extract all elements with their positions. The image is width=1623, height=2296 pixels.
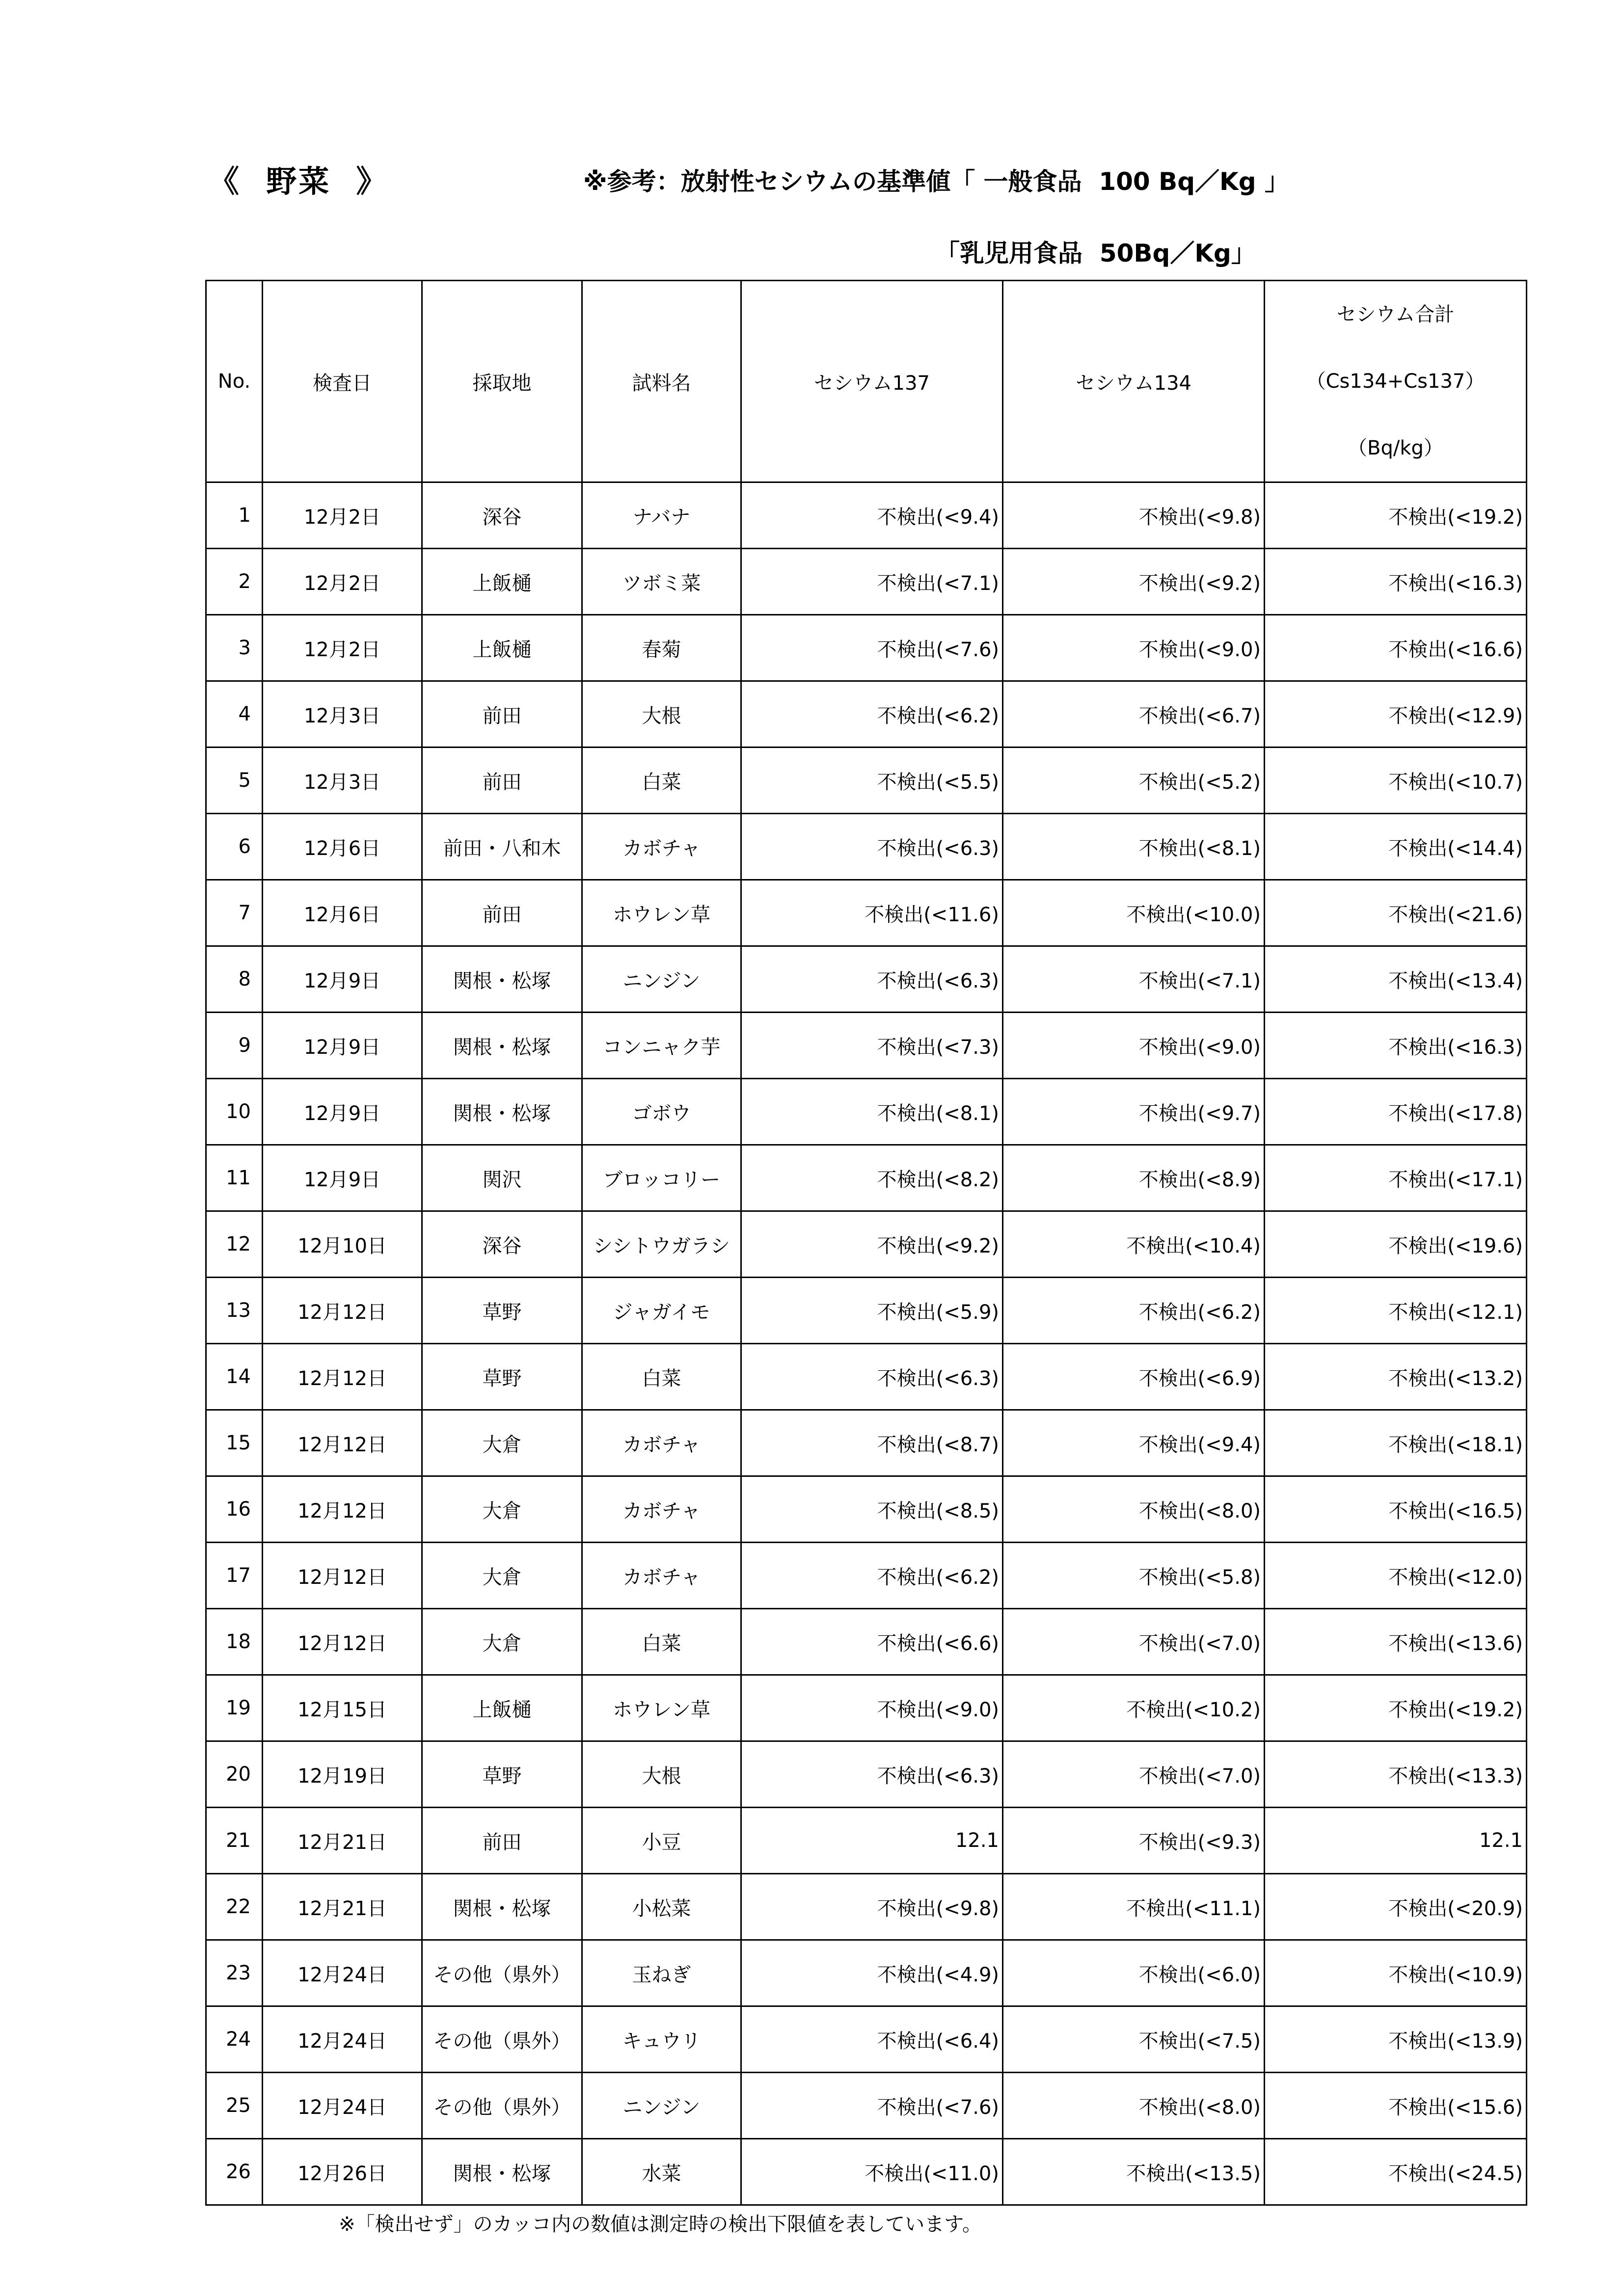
- cell-date: 12月9日: [263, 1013, 422, 1079]
- cell-sample: カボチャ: [582, 1476, 741, 1543]
- cell-cs137: 不検出(<6.3): [741, 1741, 1003, 1808]
- cell-cs137: 不検出(<8.2): [741, 1145, 1003, 1211]
- cell-no: 2: [206, 549, 263, 615]
- cell-cs134: 不検出(<10.0): [1003, 880, 1265, 946]
- footnote: ※「検出せず」のカッコ内の数値は測定時の検出下限値を表しています。: [339, 2213, 982, 2236]
- cell-cs137: 不検出(<5.9): [741, 1278, 1003, 1344]
- cell-total: 不検出(<20.9): [1265, 1874, 1527, 1940]
- cell-location: 草野: [422, 1344, 582, 1410]
- cell-cs137: 不検出(<6.3): [741, 946, 1003, 1013]
- cell-location: 草野: [422, 1741, 582, 1808]
- cell-sample: 白菜: [582, 1609, 741, 1675]
- cell-total: 不検出(<18.1): [1265, 1410, 1527, 1476]
- cell-sample: 小豆: [582, 1808, 741, 1874]
- cell-no: 9: [206, 1013, 263, 1079]
- header-total-line3: （Bq/kg）: [1348, 437, 1443, 459]
- cell-no: 7: [206, 880, 263, 946]
- cell-location: 大倉: [422, 1410, 582, 1476]
- cell-date: 12月24日: [263, 2006, 422, 2073]
- cell-no: 18: [206, 1609, 263, 1675]
- header-location: 採取地: [422, 281, 582, 482]
- cell-cs134: 不検出(<10.4): [1003, 1211, 1265, 1278]
- table-row: [206, 1079, 1527, 1145]
- cell-sample: ジャガイモ: [582, 1278, 741, 1344]
- cell-cs137: 不検出(<5.5): [741, 748, 1003, 814]
- table-row: [206, 1013, 1527, 1079]
- table-row: [206, 1211, 1527, 1278]
- cell-date: 12月12日: [263, 1543, 422, 1609]
- cell-no: 8: [206, 946, 263, 1013]
- cell-sample: 白菜: [582, 1344, 741, 1410]
- cell-date: 12月3日: [263, 681, 422, 748]
- cell-cs137: 不検出(<7.6): [741, 2073, 1003, 2139]
- cell-total: 不検出(<12.1): [1265, 1278, 1527, 1344]
- cell-no: 11: [206, 1145, 263, 1211]
- cell-date: 12月3日: [263, 748, 422, 814]
- cell-no: 1: [206, 482, 263, 549]
- page-title: 《 野菜 》: [209, 163, 389, 199]
- cell-date: 12月9日: [263, 1079, 422, 1145]
- cell-sample: 春菊: [582, 615, 741, 681]
- cell-sample: キュウリ: [582, 2006, 741, 2073]
- cell-cs134: 不検出(<7.0): [1003, 1609, 1265, 1675]
- cell-no: 26: [206, 2139, 263, 2205]
- cell-cs134: 不検出(<5.8): [1003, 1543, 1265, 1609]
- cell-date: 12月21日: [263, 1808, 422, 1874]
- cell-cs134: 不検出(<6.7): [1003, 681, 1265, 748]
- cell-location: 大倉: [422, 1543, 582, 1609]
- cell-date: 12月24日: [263, 1940, 422, 2006]
- cell-date: 12月12日: [263, 1410, 422, 1476]
- cell-no: 21: [206, 1808, 263, 1874]
- header-sample: 試料名: [582, 281, 741, 482]
- table-row: [206, 1476, 1527, 1543]
- cell-location: 前田: [422, 681, 582, 748]
- cell-date: 12月2日: [263, 615, 422, 681]
- cell-cs134: 不検出(<8.0): [1003, 1476, 1265, 1543]
- cell-location: その他（県外）: [422, 2006, 582, 2073]
- cell-location: 関根・松塚: [422, 946, 582, 1013]
- cell-cs137: 不検出(<11.0): [741, 2139, 1003, 2205]
- table-row: [206, 2006, 1527, 2073]
- cell-date: 12月15日: [263, 1675, 422, 1741]
- table-row: [206, 1609, 1527, 1675]
- cell-location: 前田: [422, 880, 582, 946]
- cell-sample: 小松菜: [582, 1874, 741, 1940]
- cell-cs134: 不検出(<6.9): [1003, 1344, 1265, 1410]
- cell-cs137: 不検出(<6.4): [741, 2006, 1003, 2073]
- cell-cs134: 不検出(<8.1): [1003, 814, 1265, 880]
- cell-total: 不検出(<12.9): [1265, 681, 1527, 748]
- cell-date: 12月12日: [263, 1278, 422, 1344]
- table-row: [206, 2073, 1527, 2139]
- cell-cs134: 不検出(<9.8): [1003, 482, 1265, 549]
- cell-location: 前田: [422, 1808, 582, 1874]
- header-cs134: セシウム134: [1003, 281, 1265, 482]
- cell-cs137: 不検出(<9.0): [741, 1675, 1003, 1741]
- cell-no: 16: [206, 1476, 263, 1543]
- cell-date: 12月21日: [263, 1874, 422, 1940]
- cell-no: 19: [206, 1675, 263, 1741]
- cell-cs137: 不検出(<8.1): [741, 1079, 1003, 1145]
- table-row: [206, 880, 1527, 946]
- cell-sample: 水菜: [582, 2139, 741, 2205]
- table-row: [206, 1808, 1527, 1874]
- cell-total: 不検出(<13.4): [1265, 946, 1527, 1013]
- cell-no: 3: [206, 615, 263, 681]
- cell-total: 不検出(<19.2): [1265, 1675, 1527, 1741]
- cell-total: 不検出(<21.6): [1265, 880, 1527, 946]
- table-body: [206, 482, 1527, 2205]
- table-row: [206, 681, 1527, 748]
- cell-location: 関根・松塚: [422, 2139, 582, 2205]
- cell-sample: カボチャ: [582, 814, 741, 880]
- cell-cs137: 不検出(<7.3): [741, 1013, 1003, 1079]
- cell-cs134: 不検出(<10.2): [1003, 1675, 1265, 1741]
- cell-location: 関根・松塚: [422, 1079, 582, 1145]
- cell-date: 12月12日: [263, 1476, 422, 1543]
- cell-date: 12月9日: [263, 1145, 422, 1211]
- cell-no: 12: [206, 1211, 263, 1278]
- cell-cs134: 不検出(<5.2): [1003, 748, 1265, 814]
- cell-cs134: 不検出(<11.1): [1003, 1874, 1265, 1940]
- cell-sample: ブロッコリー: [582, 1145, 741, 1211]
- cell-sample: 大根: [582, 681, 741, 748]
- cell-no: 24: [206, 2006, 263, 2073]
- cell-cs137: 不検出(<6.3): [741, 814, 1003, 880]
- cell-sample: 玉ねぎ: [582, 1940, 741, 2006]
- cell-no: 25: [206, 2073, 263, 2139]
- cell-cs137: 不検出(<7.1): [741, 549, 1003, 615]
- cell-total: 12.1: [1265, 1808, 1527, 1874]
- cell-cs134: 不検出(<9.3): [1003, 1808, 1265, 1874]
- reference-standard-infant: 「乳児用食品 50Bq／Kg」: [935, 239, 1256, 267]
- cell-sample: ニンジン: [582, 2073, 741, 2139]
- cell-location: 大倉: [422, 1609, 582, 1675]
- cell-total: 不検出(<13.9): [1265, 2006, 1527, 2073]
- cell-sample: 白菜: [582, 748, 741, 814]
- header-no: No.: [206, 281, 263, 482]
- cell-location: 上飯樋: [422, 549, 582, 615]
- cell-location: 大倉: [422, 1476, 582, 1543]
- cell-sample: ゴボウ: [582, 1079, 741, 1145]
- header-cs137: セシウム137: [741, 281, 1003, 482]
- cell-cs137: 不検出(<6.2): [741, 1543, 1003, 1609]
- cell-total: 不検出(<16.5): [1265, 1476, 1527, 1543]
- cell-sample: ナバナ: [582, 482, 741, 549]
- cell-cs137: 不検出(<9.2): [741, 1211, 1003, 1278]
- cell-sample: 大根: [582, 1741, 741, 1808]
- cell-no: 10: [206, 1079, 263, 1145]
- cell-date: 12月19日: [263, 1741, 422, 1808]
- header-total-line2: （Cs134+Cs137）: [1306, 370, 1485, 393]
- cell-cs137: 不検出(<6.6): [741, 1609, 1003, 1675]
- cell-no: 4: [206, 681, 263, 748]
- cell-total: 不検出(<16.3): [1265, 549, 1527, 615]
- cell-cs137: 不検出(<9.4): [741, 482, 1003, 549]
- cell-cs134: 不検出(<7.1): [1003, 946, 1265, 1013]
- cell-no: 22: [206, 1874, 263, 1940]
- table-row: [206, 748, 1527, 814]
- cell-sample: ツボミ菜: [582, 549, 741, 615]
- table-row: [206, 1543, 1527, 1609]
- table-row: [206, 1741, 1527, 1808]
- cell-total: 不検出(<14.4): [1265, 814, 1527, 880]
- table-row: [206, 2139, 1527, 2205]
- cell-sample: シシトウガラシ: [582, 1211, 741, 1278]
- cell-date: 12月12日: [263, 1609, 422, 1675]
- cell-total: 不検出(<12.0): [1265, 1543, 1527, 1609]
- cell-total: 不検出(<10.9): [1265, 1940, 1527, 2006]
- cell-total: 不検出(<16.6): [1265, 615, 1527, 681]
- cell-date: 12月6日: [263, 814, 422, 880]
- cell-cs134: 不検出(<7.5): [1003, 2006, 1265, 2073]
- table-row: [206, 615, 1527, 681]
- cell-cs137: 不検出(<6.3): [741, 1344, 1003, 1410]
- table-row: [206, 1145, 1527, 1211]
- cell-location: 関根・松塚: [422, 1013, 582, 1079]
- cell-cs134: 不検出(<9.7): [1003, 1079, 1265, 1145]
- table-row: [206, 1874, 1527, 1940]
- cell-cs137: 不検出(<6.2): [741, 681, 1003, 748]
- cell-cs134: 不検出(<9.0): [1003, 615, 1265, 681]
- cell-cs134: 不検出(<9.0): [1003, 1013, 1265, 1079]
- cell-location: 前田・八和木: [422, 814, 582, 880]
- cell-date: 12月26日: [263, 2139, 422, 2205]
- cell-total: 不検出(<16.3): [1265, 1013, 1527, 1079]
- cell-cs134: 不検出(<9.4): [1003, 1410, 1265, 1476]
- reference-standard-general: ※参考：放射性セシウムの基準値「 一般食品 100 Bq／Kg 」: [583, 167, 1289, 196]
- cell-sample: カボチャ: [582, 1410, 741, 1476]
- cell-date: 12月2日: [263, 482, 422, 549]
- cell-cs134: 不検出(<13.5): [1003, 2139, 1265, 2205]
- cell-no: 13: [206, 1278, 263, 1344]
- cell-no: 6: [206, 814, 263, 880]
- cell-total: 不検出(<13.3): [1265, 1741, 1527, 1808]
- cell-cs134: 不検出(<7.0): [1003, 1741, 1265, 1808]
- cell-total: 不検出(<15.6): [1265, 2073, 1527, 2139]
- cell-no: 14: [206, 1344, 263, 1410]
- cell-location: その他（県外）: [422, 2073, 582, 2139]
- table-row: [206, 1675, 1527, 1741]
- table-row: [206, 482, 1527, 549]
- table-row: [206, 549, 1527, 615]
- cell-location: 関根・松塚: [422, 1874, 582, 1940]
- cell-sample: ホウレン草: [582, 880, 741, 946]
- header-total-line1: セシウム合計: [1336, 303, 1455, 326]
- cell-cs134: 不検出(<6.0): [1003, 1940, 1265, 2006]
- cell-date: 12月24日: [263, 2073, 422, 2139]
- results-table: [205, 280, 1527, 2206]
- cell-total: 不検出(<13.2): [1265, 1344, 1527, 1410]
- cell-cs137: 不検出(<8.5): [741, 1476, 1003, 1543]
- cell-no: 20: [206, 1741, 263, 1808]
- cell-date: 12月6日: [263, 880, 422, 946]
- cell-sample: ホウレン草: [582, 1675, 741, 1741]
- cell-no: 17: [206, 1543, 263, 1609]
- cell-cs134: 不検出(<8.9): [1003, 1145, 1265, 1211]
- cell-date: 12月12日: [263, 1344, 422, 1410]
- cell-total: 不検出(<17.8): [1265, 1079, 1527, 1145]
- cell-location: 上飯樋: [422, 1675, 582, 1741]
- header-total: [1265, 281, 1527, 482]
- table-row: [206, 1344, 1527, 1410]
- cell-cs137: 不検出(<4.9): [741, 1940, 1003, 2006]
- cell-no: 15: [206, 1410, 263, 1476]
- cell-location: 前田: [422, 748, 582, 814]
- cell-location: 深谷: [422, 1211, 582, 1278]
- table-row: [206, 1940, 1527, 2006]
- cell-cs137: 12.1: [741, 1808, 1003, 1874]
- cell-total: 不検出(<19.6): [1265, 1211, 1527, 1278]
- table-row: [206, 814, 1527, 880]
- cell-cs134: 不検出(<8.0): [1003, 2073, 1265, 2139]
- cell-date: 12月10日: [263, 1211, 422, 1278]
- cell-cs134: 不検出(<6.2): [1003, 1278, 1265, 1344]
- cell-total: 不検出(<13.6): [1265, 1609, 1527, 1675]
- cell-cs137: 不検出(<7.6): [741, 615, 1003, 681]
- table-row: [206, 1278, 1527, 1344]
- cell-total: 不検出(<17.1): [1265, 1145, 1527, 1211]
- cell-location: 深谷: [422, 482, 582, 549]
- cell-total: 不検出(<24.5): [1265, 2139, 1527, 2205]
- cell-location: 関沢: [422, 1145, 582, 1211]
- cell-cs137: 不検出(<8.7): [741, 1410, 1003, 1476]
- cell-no: 23: [206, 1940, 263, 2006]
- cell-total: 不検出(<10.7): [1265, 748, 1527, 814]
- table-row: [206, 946, 1527, 1013]
- cell-cs137: 不検出(<11.6): [741, 880, 1003, 946]
- table-header-row: [206, 281, 1527, 482]
- cell-location: その他（県外）: [422, 1940, 582, 2006]
- cell-cs134: 不検出(<9.2): [1003, 549, 1265, 615]
- table-row: [206, 1410, 1527, 1476]
- cell-date: 12月2日: [263, 549, 422, 615]
- header-date: 検査日: [263, 281, 422, 482]
- cell-no: 5: [206, 748, 263, 814]
- cell-location: 草野: [422, 1278, 582, 1344]
- cell-location: 上飯樋: [422, 615, 582, 681]
- cell-cs137: 不検出(<9.8): [741, 1874, 1003, 1940]
- cell-sample: カボチャ: [582, 1543, 741, 1609]
- cell-total: 不検出(<19.2): [1265, 482, 1527, 549]
- cell-sample: ニンジン: [582, 946, 741, 1013]
- cell-date: 12月9日: [263, 946, 422, 1013]
- cell-sample: コンニャク芋: [582, 1013, 741, 1079]
